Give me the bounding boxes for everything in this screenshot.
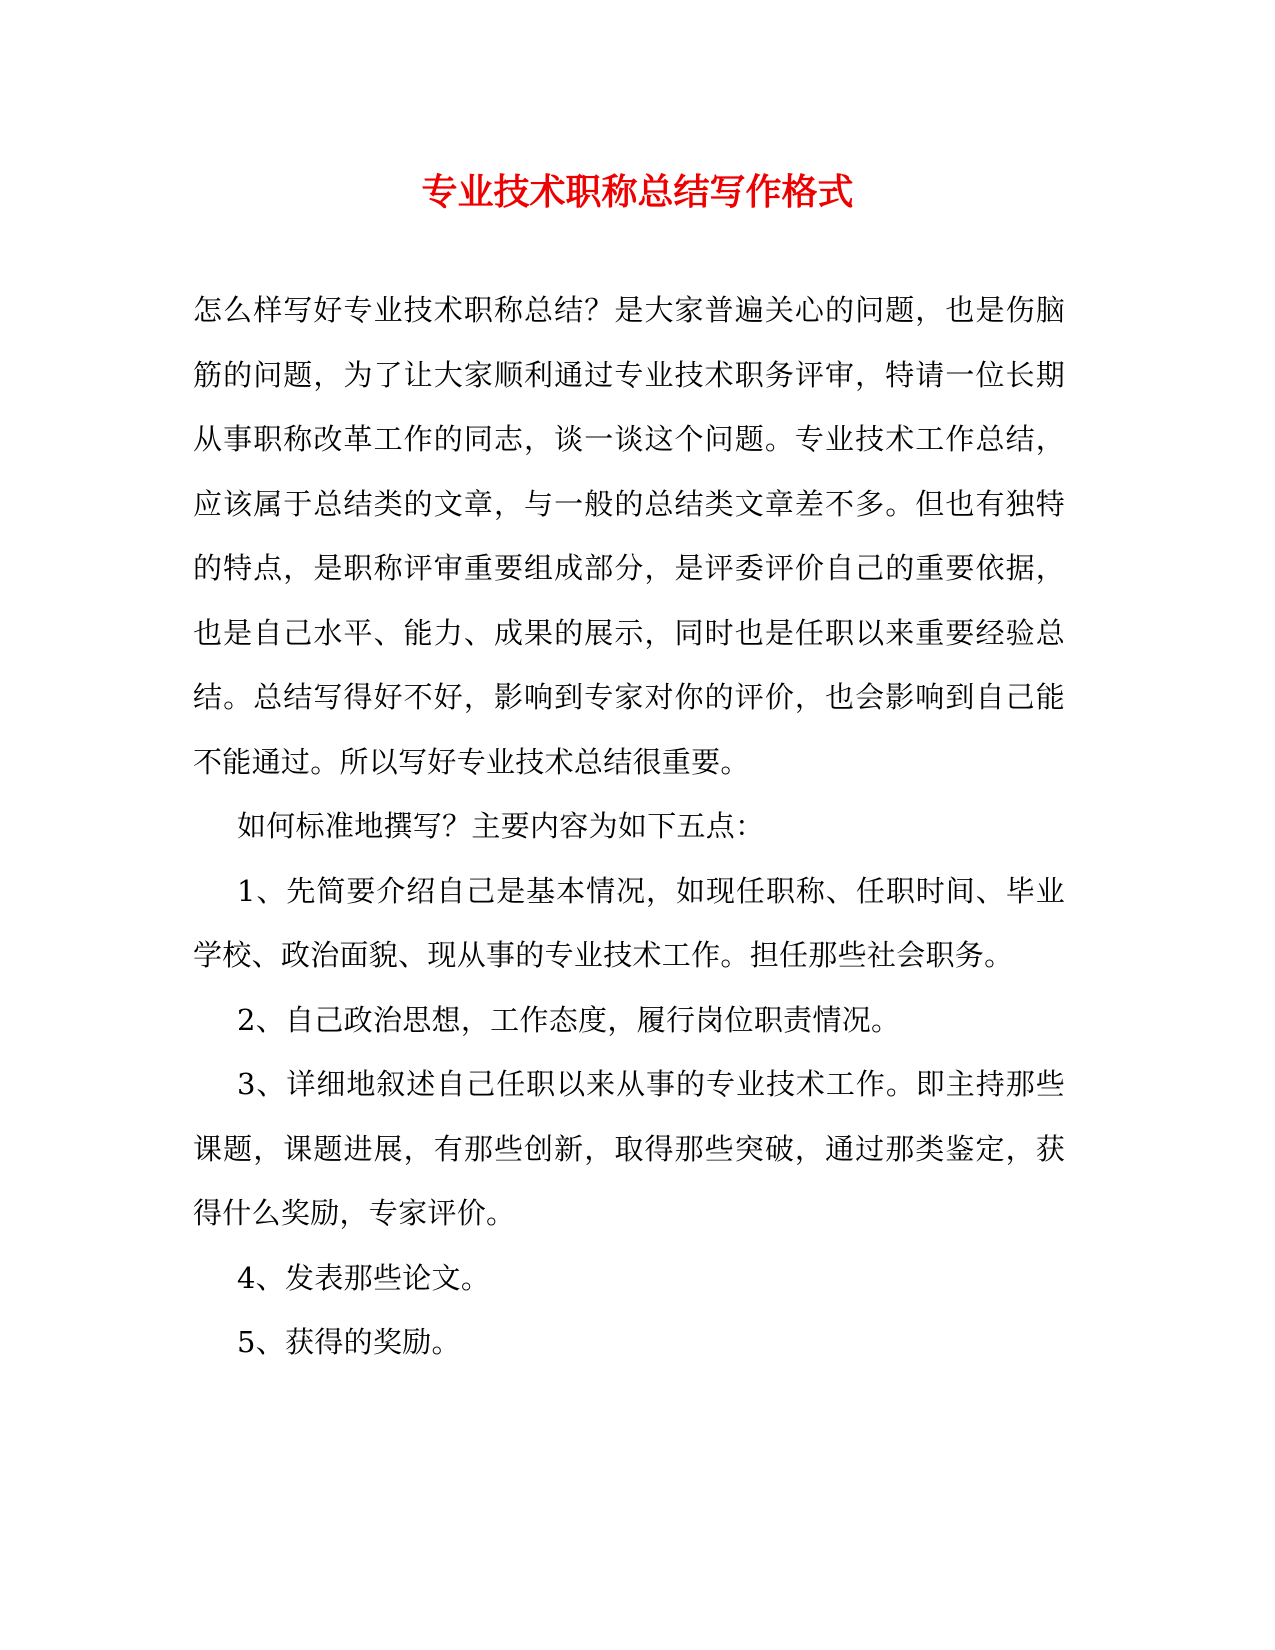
intro-paragraph: 怎么样写好专业技术职称总结？是大家普遍关心的问题，也是伤脑筋的问题，为了让大家顺利通过专业技术职务评审，特请一位长期从事职称改革工作的同志，谈一谈这个问题。专业技术工作总结，应该属于总结类的文章，与一般的总结类文章差不多。但也有独特的特点，是职称评审重要组成部分，是评委评价自己的重要依据，也是自己水平、能力、成果的展示，同时也是任职以来重要经验总结。总结写得好不好，影响到专家对你的评价，也会影响到自己能不能通过。所以写好专业技术总结很重要。 xyxy=(193,293,1065,779)
point-3-paragraph: 3、详细地叙述自己任职以来从事的专业技术工作。即主持那些课题，课题进展，有那些创新，取得那些突破，通过那类鉴定，获得什么奖励，专家评价。 xyxy=(193,1067,1065,1230)
point-5-paragraph: 5、获得的奖励。 xyxy=(237,1325,461,1359)
document-body xyxy=(193,278,1065,1375)
document-title: 专业技术职称总结写作格式 xyxy=(421,172,854,213)
how-to-paragraph: 如何标准地撰写？主要内容为如下五点： xyxy=(237,809,765,843)
point-2-paragraph: 2、自己政治思想，工作态度，履行岗位职责情况。 xyxy=(237,1002,901,1037)
point-4-paragraph: 4、发表那些论文。 xyxy=(237,1260,491,1295)
point-1-paragraph: 1、先简要介绍自己是基本情况，如现任职称、任职时间、毕业学校、政治面貌、现从事的专业技术工作。担任那些社会职务。 xyxy=(193,873,1065,972)
